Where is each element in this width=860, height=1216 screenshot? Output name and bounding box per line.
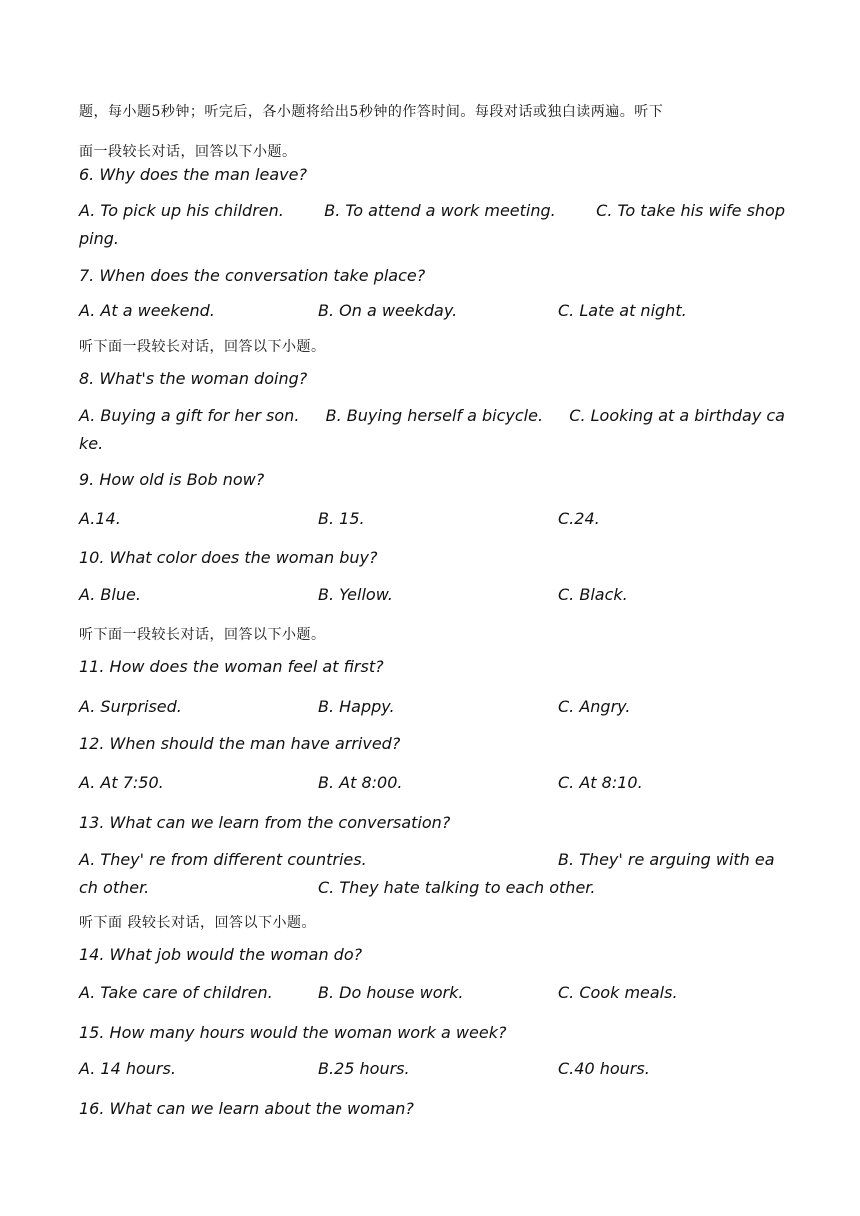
question-16-stem: 16. What can we learn about the woman? [79, 1099, 414, 1118]
question-12-stem: 12. When should the man have arrived? [79, 734, 401, 753]
question-8-option-c: C. Looking at a birthday ca [569, 406, 785, 425]
question-7-option-c: C. Late at night. [558, 301, 687, 320]
question-12-option-b: B. At 8:00. [318, 773, 403, 792]
question-9-options [79, 509, 785, 531]
question-6-option-b: B. To attend a work meeting. [324, 201, 556, 220]
question-14-stem: 14. What job would the woman do? [79, 945, 363, 964]
question-12-options [79, 773, 785, 795]
question-13-option-b-continued: ch other. [79, 878, 150, 897]
question-15-option-b: B.25 hours. [318, 1059, 410, 1078]
question-12-option-c: C. At 8:10. [558, 773, 643, 792]
question-9-option-a: A.14. [79, 509, 121, 528]
section-instruction-14: 听下面 段较长对话，回答以下小题。 [79, 915, 316, 931]
question-9-option-c: C.24. [558, 509, 600, 528]
question-15-stem: 15. How many hours would the woman work a week? [79, 1023, 507, 1042]
question-14-option-c: C. Cook meals. [558, 983, 678, 1002]
question-6-option-c-continued: ping. [79, 229, 119, 248]
section-instruction-8: 听下面一段较长对话，回答以下小题。 [79, 339, 326, 355]
question-10-stem: 10. What color does the woman buy? [79, 548, 378, 567]
question-13-option-a: A. They' re from different countries. [79, 850, 367, 869]
question-6-stem: 6. Why does the man leave? [79, 165, 307, 184]
question-15-options [79, 1059, 785, 1081]
question-15-option-c: C.40 hours. [558, 1059, 650, 1078]
question-8-option-b: B. Buying herself a bicycle. [325, 406, 544, 425]
question-11-options [79, 697, 785, 719]
question-10-option-c: C. Black. [558, 585, 628, 604]
question-13-stem: 13. What can we learn from the conversation? [79, 813, 451, 832]
question-13-option-c: C. They hate talking to each other. [318, 878, 596, 897]
question-11-stem: 11. How does the woman feel at first? [79, 657, 384, 676]
question-6-options [79, 201, 785, 220]
question-9-option-b: B. 15. [318, 509, 365, 528]
question-6-option-a: A. To pick up his children. [79, 201, 284, 220]
question-8-option-c-continued: ke. [79, 434, 104, 453]
question-7-option-b: B. On a weekday. [318, 301, 458, 320]
question-6-option-c: C. To take his wife shop [596, 201, 785, 220]
question-14-option-b: B. Do house work. [318, 983, 464, 1002]
instruction-paragraph-line-2: 面一段较长对话，回答以下小题。 [79, 144, 297, 160]
question-11-option-b: B. Happy. [318, 697, 395, 716]
question-14-options [79, 983, 785, 1005]
question-7-stem: 7. When does the conversation take place? [79, 266, 426, 285]
question-11-option-c: C. Angry. [558, 697, 631, 716]
question-8-option-a: A. Buying a gift for her son. [79, 406, 300, 425]
section-instruction-11: 听下面一段较长对话，回答以下小题。 [79, 627, 326, 643]
instruction-paragraph-line-1: 题，每小题5秒钟；听完后，各小题将给出5秒钟的作答时间。每段对话或独白读两遍。听下 [79, 104, 664, 120]
question-10-option-a: A. Blue. [79, 585, 141, 604]
question-10-options [79, 585, 785, 607]
question-13-options-row-1 [79, 850, 785, 872]
question-15-option-a: A. 14 hours. [79, 1059, 176, 1078]
question-12-option-a: A. At 7:50. [79, 773, 164, 792]
question-8-stem: 8. What's the woman doing? [79, 369, 308, 388]
question-11-option-a: A. Surprised. [79, 697, 182, 716]
question-7-options [79, 301, 785, 323]
question-14-option-a: A. Take care of children. [79, 983, 273, 1002]
question-9-stem: 9. How old is Bob now? [79, 470, 265, 489]
question-8-options [79, 406, 785, 425]
question-13-options-row-2 [79, 878, 785, 900]
question-7-option-a: A. At a weekend. [79, 301, 215, 320]
question-13-option-b: B. They' re arguing with ea [558, 850, 775, 869]
question-10-option-b: B. Yellow. [318, 585, 393, 604]
